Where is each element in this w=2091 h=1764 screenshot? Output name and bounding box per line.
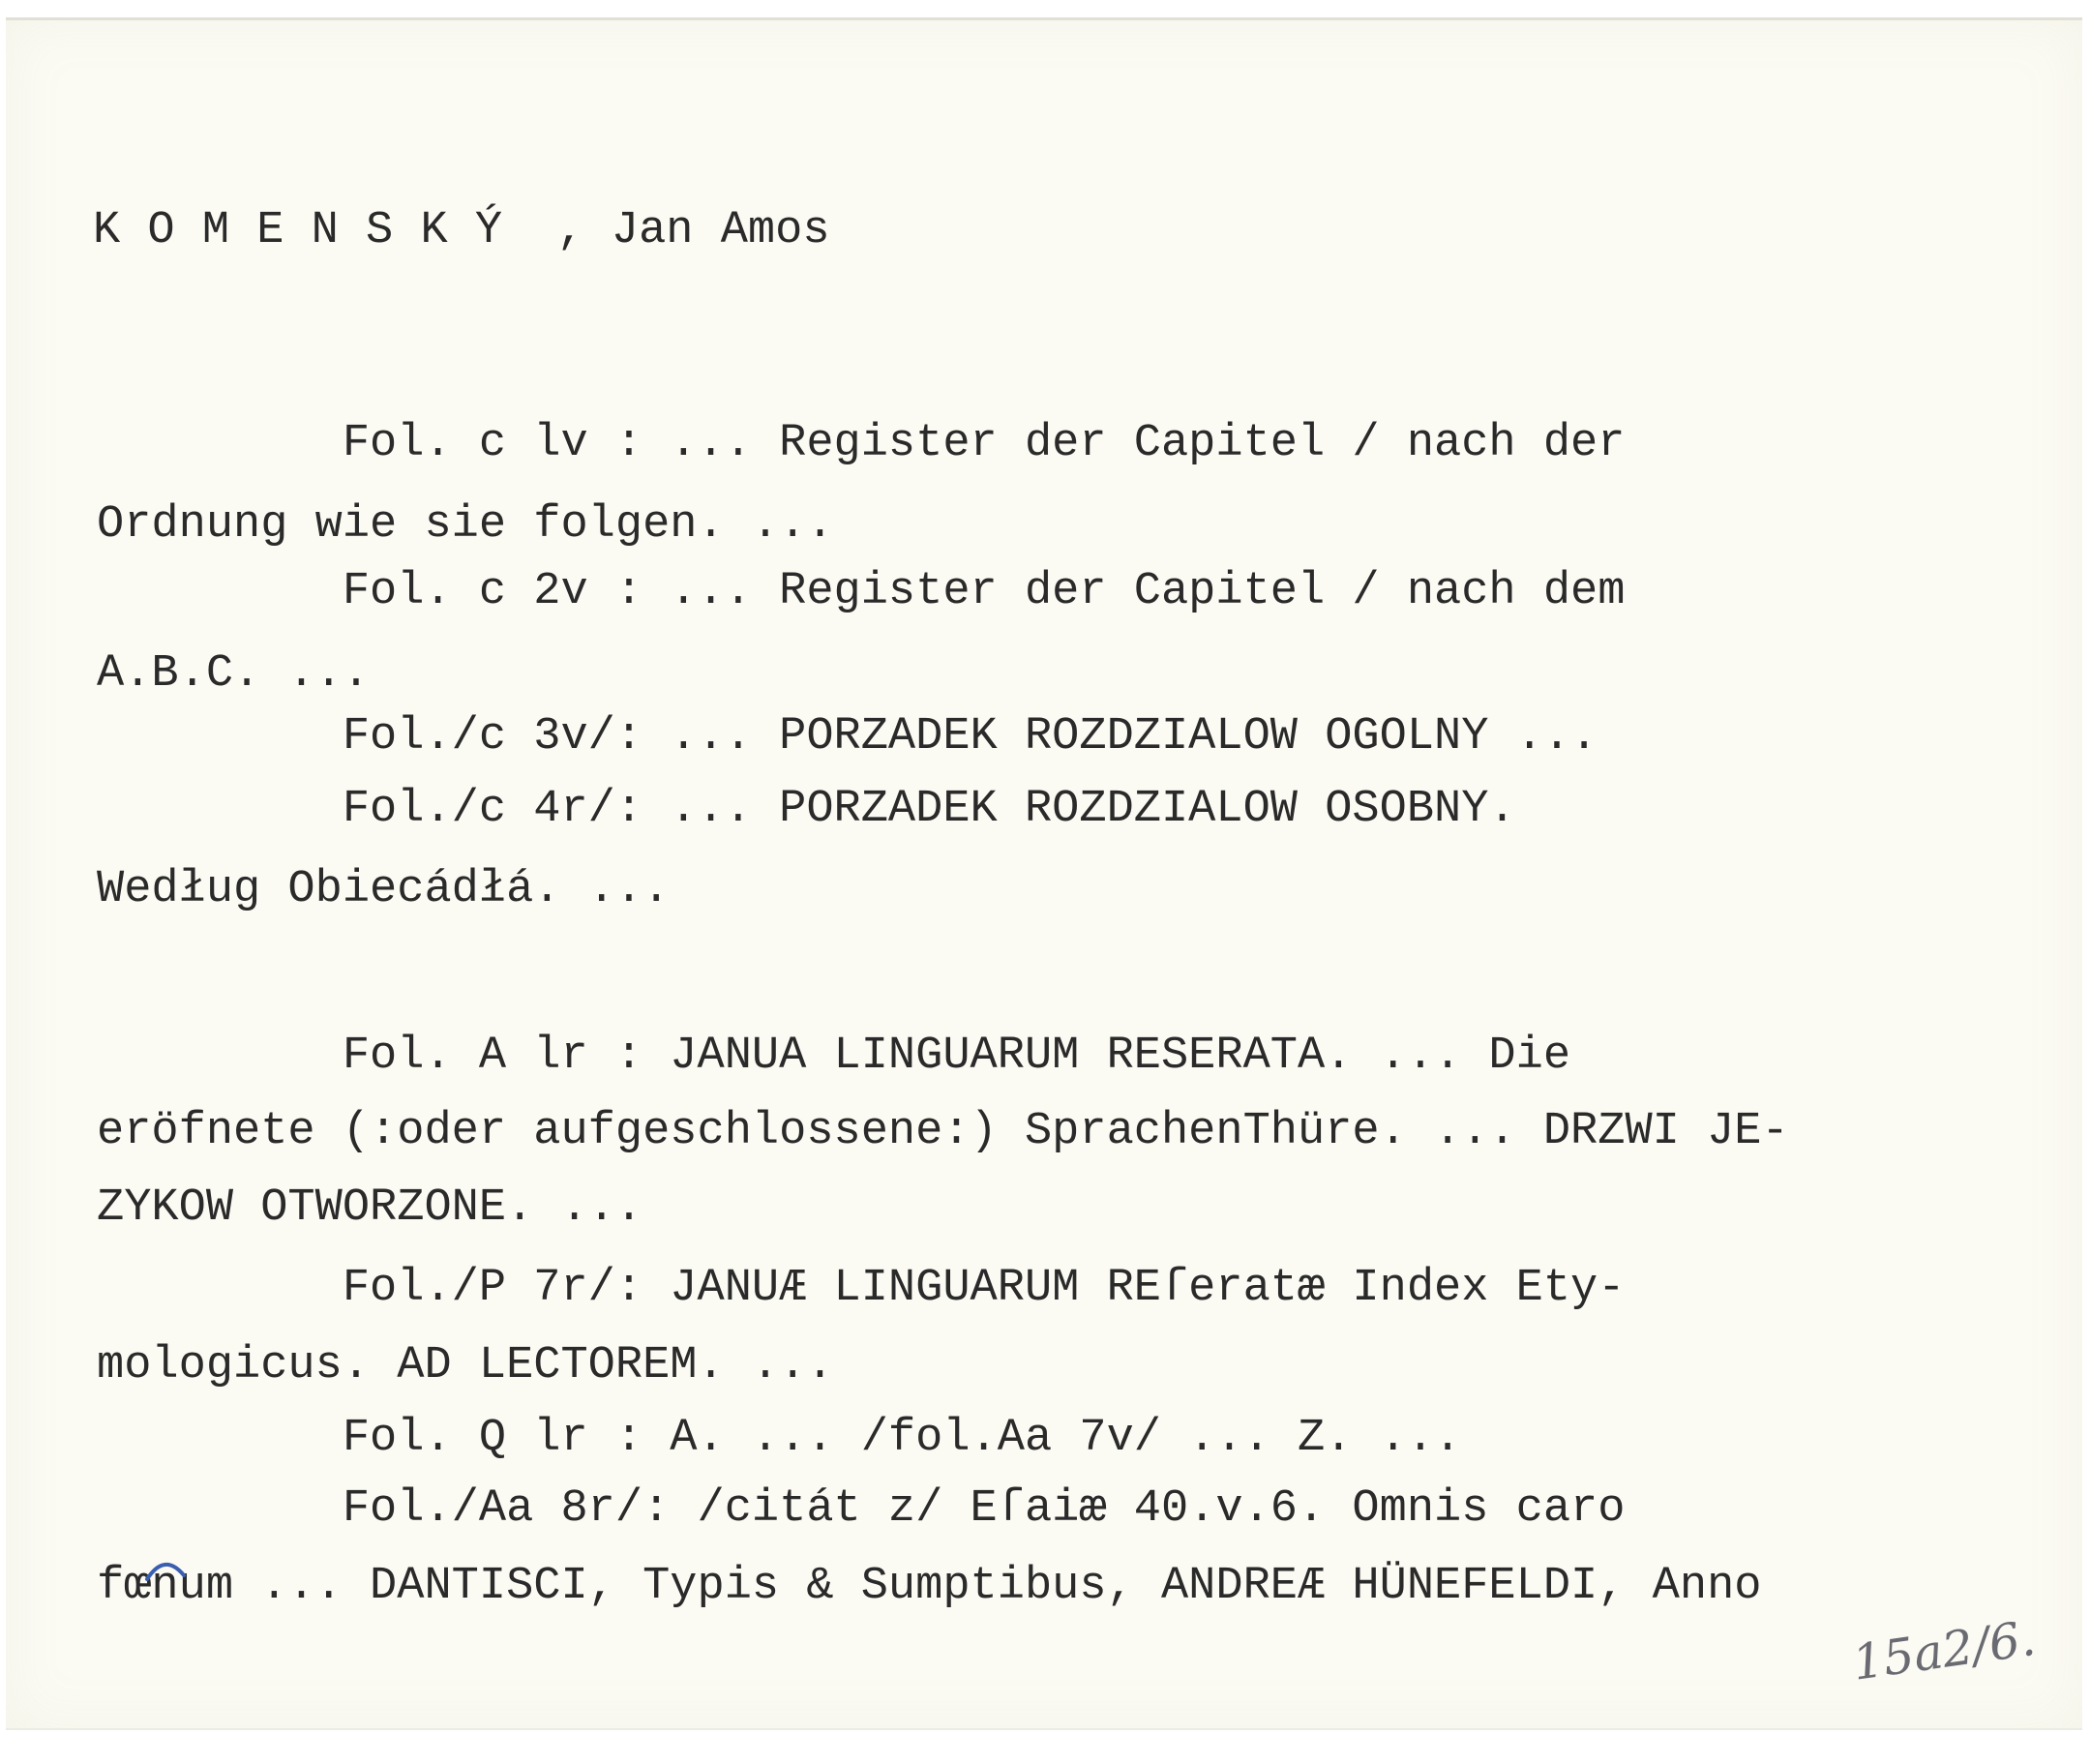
card-line-10: ZYKOW OTWORZONE. ... [97,1182,643,1234]
handwritten-shelf-note: 15a2/6. [1848,1609,2039,1691]
card-line-4: A.B.C. ... [97,648,371,700]
card-line-11: Fol./P 7r/: JANUÆ LINGUARUM REſeratæ Index Ety- [97,1263,1626,1314]
card-line-12: mologicus. AD LECTOREM. ... [97,1340,834,1391]
card-line-3: Fol. c 2v : ... Register der Capitel / nach dem [97,566,1626,617]
card-bottom-edge [6,1728,2082,1730]
card-line-5: Fol./c 3v/: ... PORZADEK ROZDZIALOW OGOLNY ... [97,711,1598,762]
card-line-14: Fol./Aa 8r/: /citát z/ Eſaiæ 40.v.6. Omnis caro [97,1483,1626,1535]
card-line-6: Fol./c 4r/: ... PORZADEK ROZDZIALOW OSOBNY. [97,784,1516,835]
card-line-9: eröfnete (:oder aufgeschlossene:) SprachenThüre. ... DRZWI JE- [97,1106,1789,1157]
card-line-15: fœnum ... DANTISCI, Typis & Sumptibus, ANDREÆ HÜNEFELDI, Anno [97,1561,1762,1612]
blue-pen-arc-mark [141,1554,190,1583]
card-line-13: Fol. Q lr : A. ... /fol.Aa 7v/ ... Z. ... [97,1413,1462,1464]
card-line-8: Fol. A lr : JANUA LINGUARUM RESERATA. ... Die [97,1031,1571,1082]
card-heading-author: K O M E N S K Ý , Jan Amos [93,205,830,256]
card-line-2: Ordnung wie sie folgen. ... [97,499,834,551]
card-line-7: Według Obiecádłá. ... [97,864,671,915]
card-line-1: Fol. c lv : ... Register der Capitel / nach der [97,418,1626,469]
card-top-edge [6,17,2082,20]
